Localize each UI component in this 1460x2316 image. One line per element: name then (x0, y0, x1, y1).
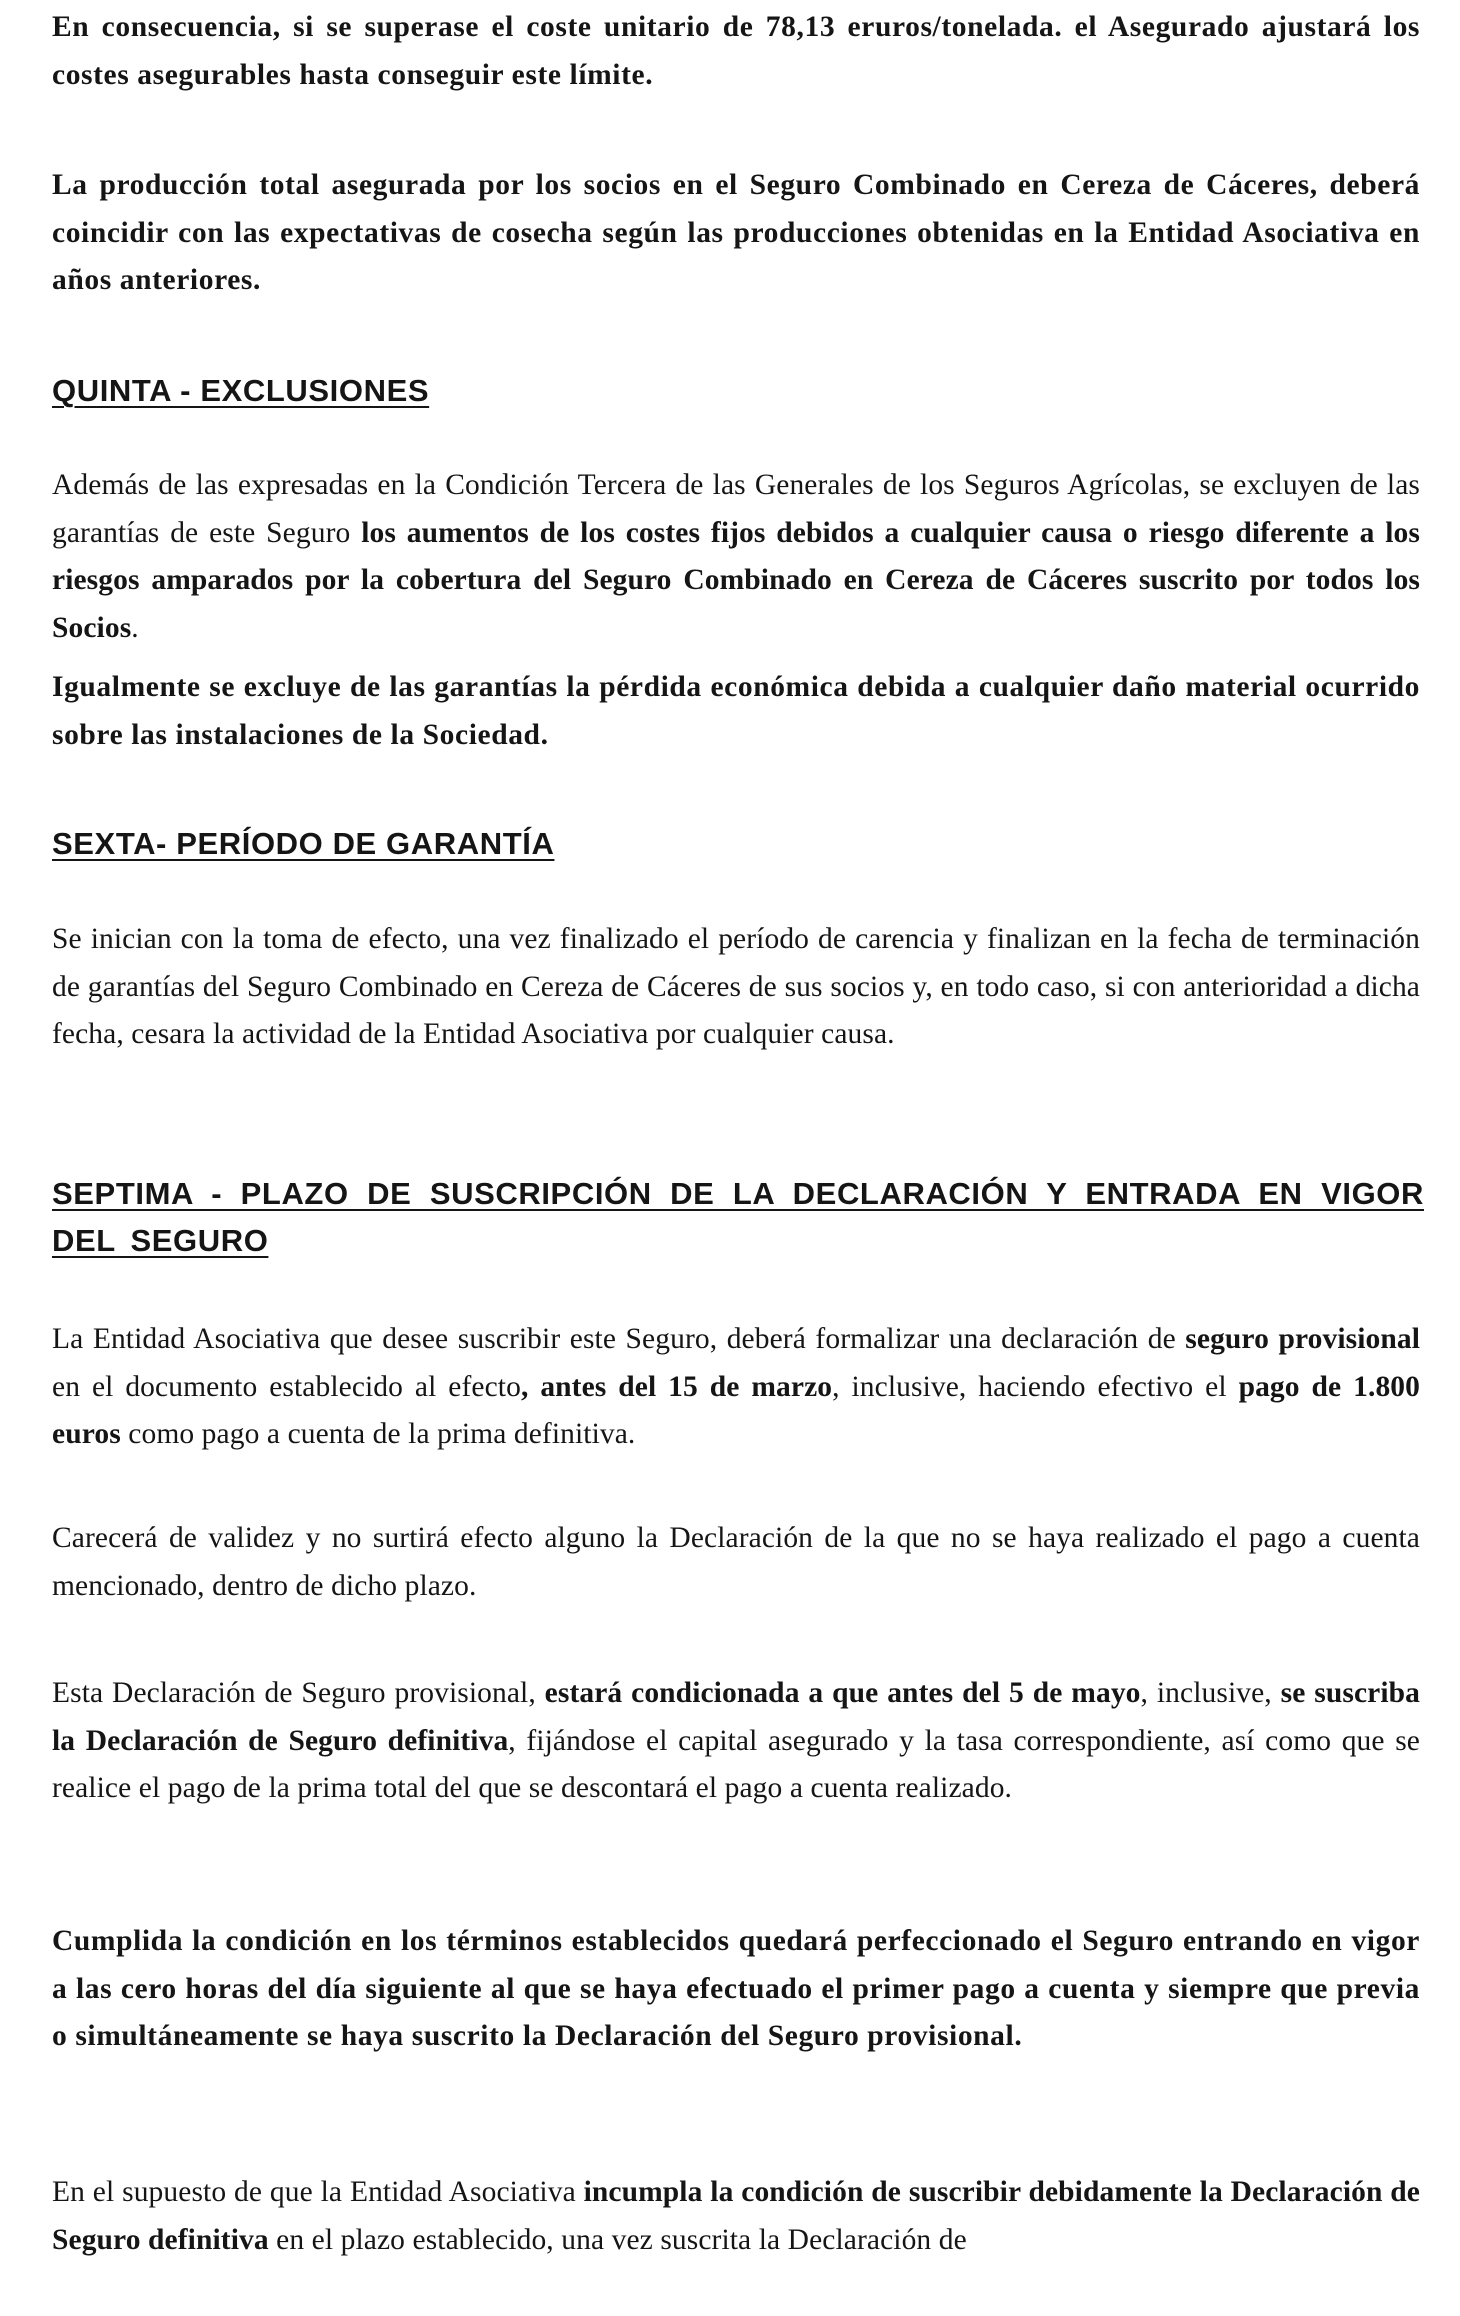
paragraph-exclusions (52, 462, 1420, 652)
paragraph-definitive-declaration (52, 1670, 1420, 1813)
paragraph-noncompliance (52, 2169, 1420, 2264)
text-run: Se inician con la toma de efecto, una vez finalizado el período de carencia y finalizan en la fecha de terminación de garantías del Seguro Combinado en Cereza de Cáceres de sus socios y, en todo caso, si con anterioridad a dicha fecha, cesara la actividad de la Entidad Asociativa por cualquier causa. (52, 923, 1420, 1050)
paragraph-entry-into-force (52, 1918, 1420, 2061)
bold-text-run: En consecuencia, si se superase el coste unitario de 78,13 eruros/tonelada. el Asegurado ajustará los costes asegurables hasta conseguir este límite. (52, 11, 1420, 91)
text-run: como pago a cuenta de la prima definitiva. (120, 1418, 636, 1450)
paragraph-exclusion-material-damage (52, 664, 1420, 759)
bold-text-run: La producción total asegurada por los socios en el Seguro Combinado en Cereza de Cáceres, deberá coincidir con las expectativas de cosecha según las producciones obtenidas en la Entidad Asociativa en años anteriores. (52, 169, 1420, 296)
text-run: Carecerá de validez y no surtirá efecto alguno la Declaración de la que no se haya realizado el pago a cuenta mencionado, dentro de dicho plazo. (52, 1522, 1420, 1602)
bold-text-run: Cumplida la condición en los términos establecidos quedará perfeccionado el Seguro entrando en vigor a las cero horas del día siguiente al que se haya efectuado el primer pago a cuenta y siempre que previa o simultáneamente se haya suscrito la Declaración del Seguro provisional. (52, 1925, 1420, 2052)
text-run: , fijándose el capital asegurado y la tasa correspondiente, así como que se realice el pago de la prima total del que se descontará el pago a cuenta realizado. (52, 1724, 1420, 1804)
text-run: . (131, 611, 139, 644)
text-run: Además de las expresadas en la Condición Tercera de las Generales de los Seguros Agrícolas, se excluyen de las garantías de este Seguro (52, 469, 1420, 549)
text-run: en el documento establecido al efecto (52, 1370, 521, 1403)
bold-text-run: se suscriba la Declaración de Seguro definitiva (52, 1677, 1420, 1757)
bold-text-run: seguro provisional (1185, 1323, 1420, 1355)
text-run: En el supuesto de que la Entidad Asociativa (52, 2176, 584, 2208)
paragraph-total-production (52, 162, 1420, 305)
paragraph-provisional-declaration (52, 1316, 1420, 1459)
heading-quinta-exclusiones: QUINTA - EXCLUSIONES (52, 373, 430, 408)
bold-text-run: los aumentos de los costes fijos debidos a cualquier causa o riesgo diferente a los riesgos amparados por la cobertura del Seguro Combinado en Cereza de Cáceres suscrito por todos los Socios (52, 516, 1420, 644)
text-run: Esta Declaración de Seguro provisional, (52, 1677, 545, 1709)
paragraph-guarantee-period (52, 916, 1420, 1059)
bold-text-run: incumpla la condición de suscribir debidamente la Declaración de Seguro definitiva (52, 2176, 1421, 2256)
paragraph-validity (52, 1515, 1420, 1610)
text-run: en el plazo establecido, una vez suscrita la Declaración de (268, 2223, 967, 2256)
bold-text-run: Igualmente se excluye de las garantías la pérdida económica debida a cualquier daño material ocurrido sobre las instalaciones de la Sociedad. (52, 671, 1420, 751)
heading-sexta-periodo-garantia: SEXTA- PERÍODO DE GARANTÍA (52, 826, 555, 861)
text-run: La Entidad Asociativa que desee suscribir este Seguro, deberá formalizar una declaración de (52, 1323, 1186, 1355)
paragraph-cost-limit (52, 4, 1420, 99)
bold-text-run: estará condicionada a que antes del 5 de mayo (544, 1677, 1141, 1709)
bold-text-run: pago de 1.800 euros (52, 1370, 1420, 1450)
text-run: , inclusive, haciendo efectivo el (832, 1370, 1239, 1403)
text-run: , inclusive, (1140, 1677, 1281, 1709)
heading-septima-plazo-suscripcion: SEPTIMA - PLAZO DE SUSCRIPCIÓN DE LA DECLARACIÓN Y ENTRADA EN VIGOR DEL SEGURO (52, 1176, 1424, 1258)
bold-text-run: , antes del 15 de marzo (520, 1370, 833, 1403)
